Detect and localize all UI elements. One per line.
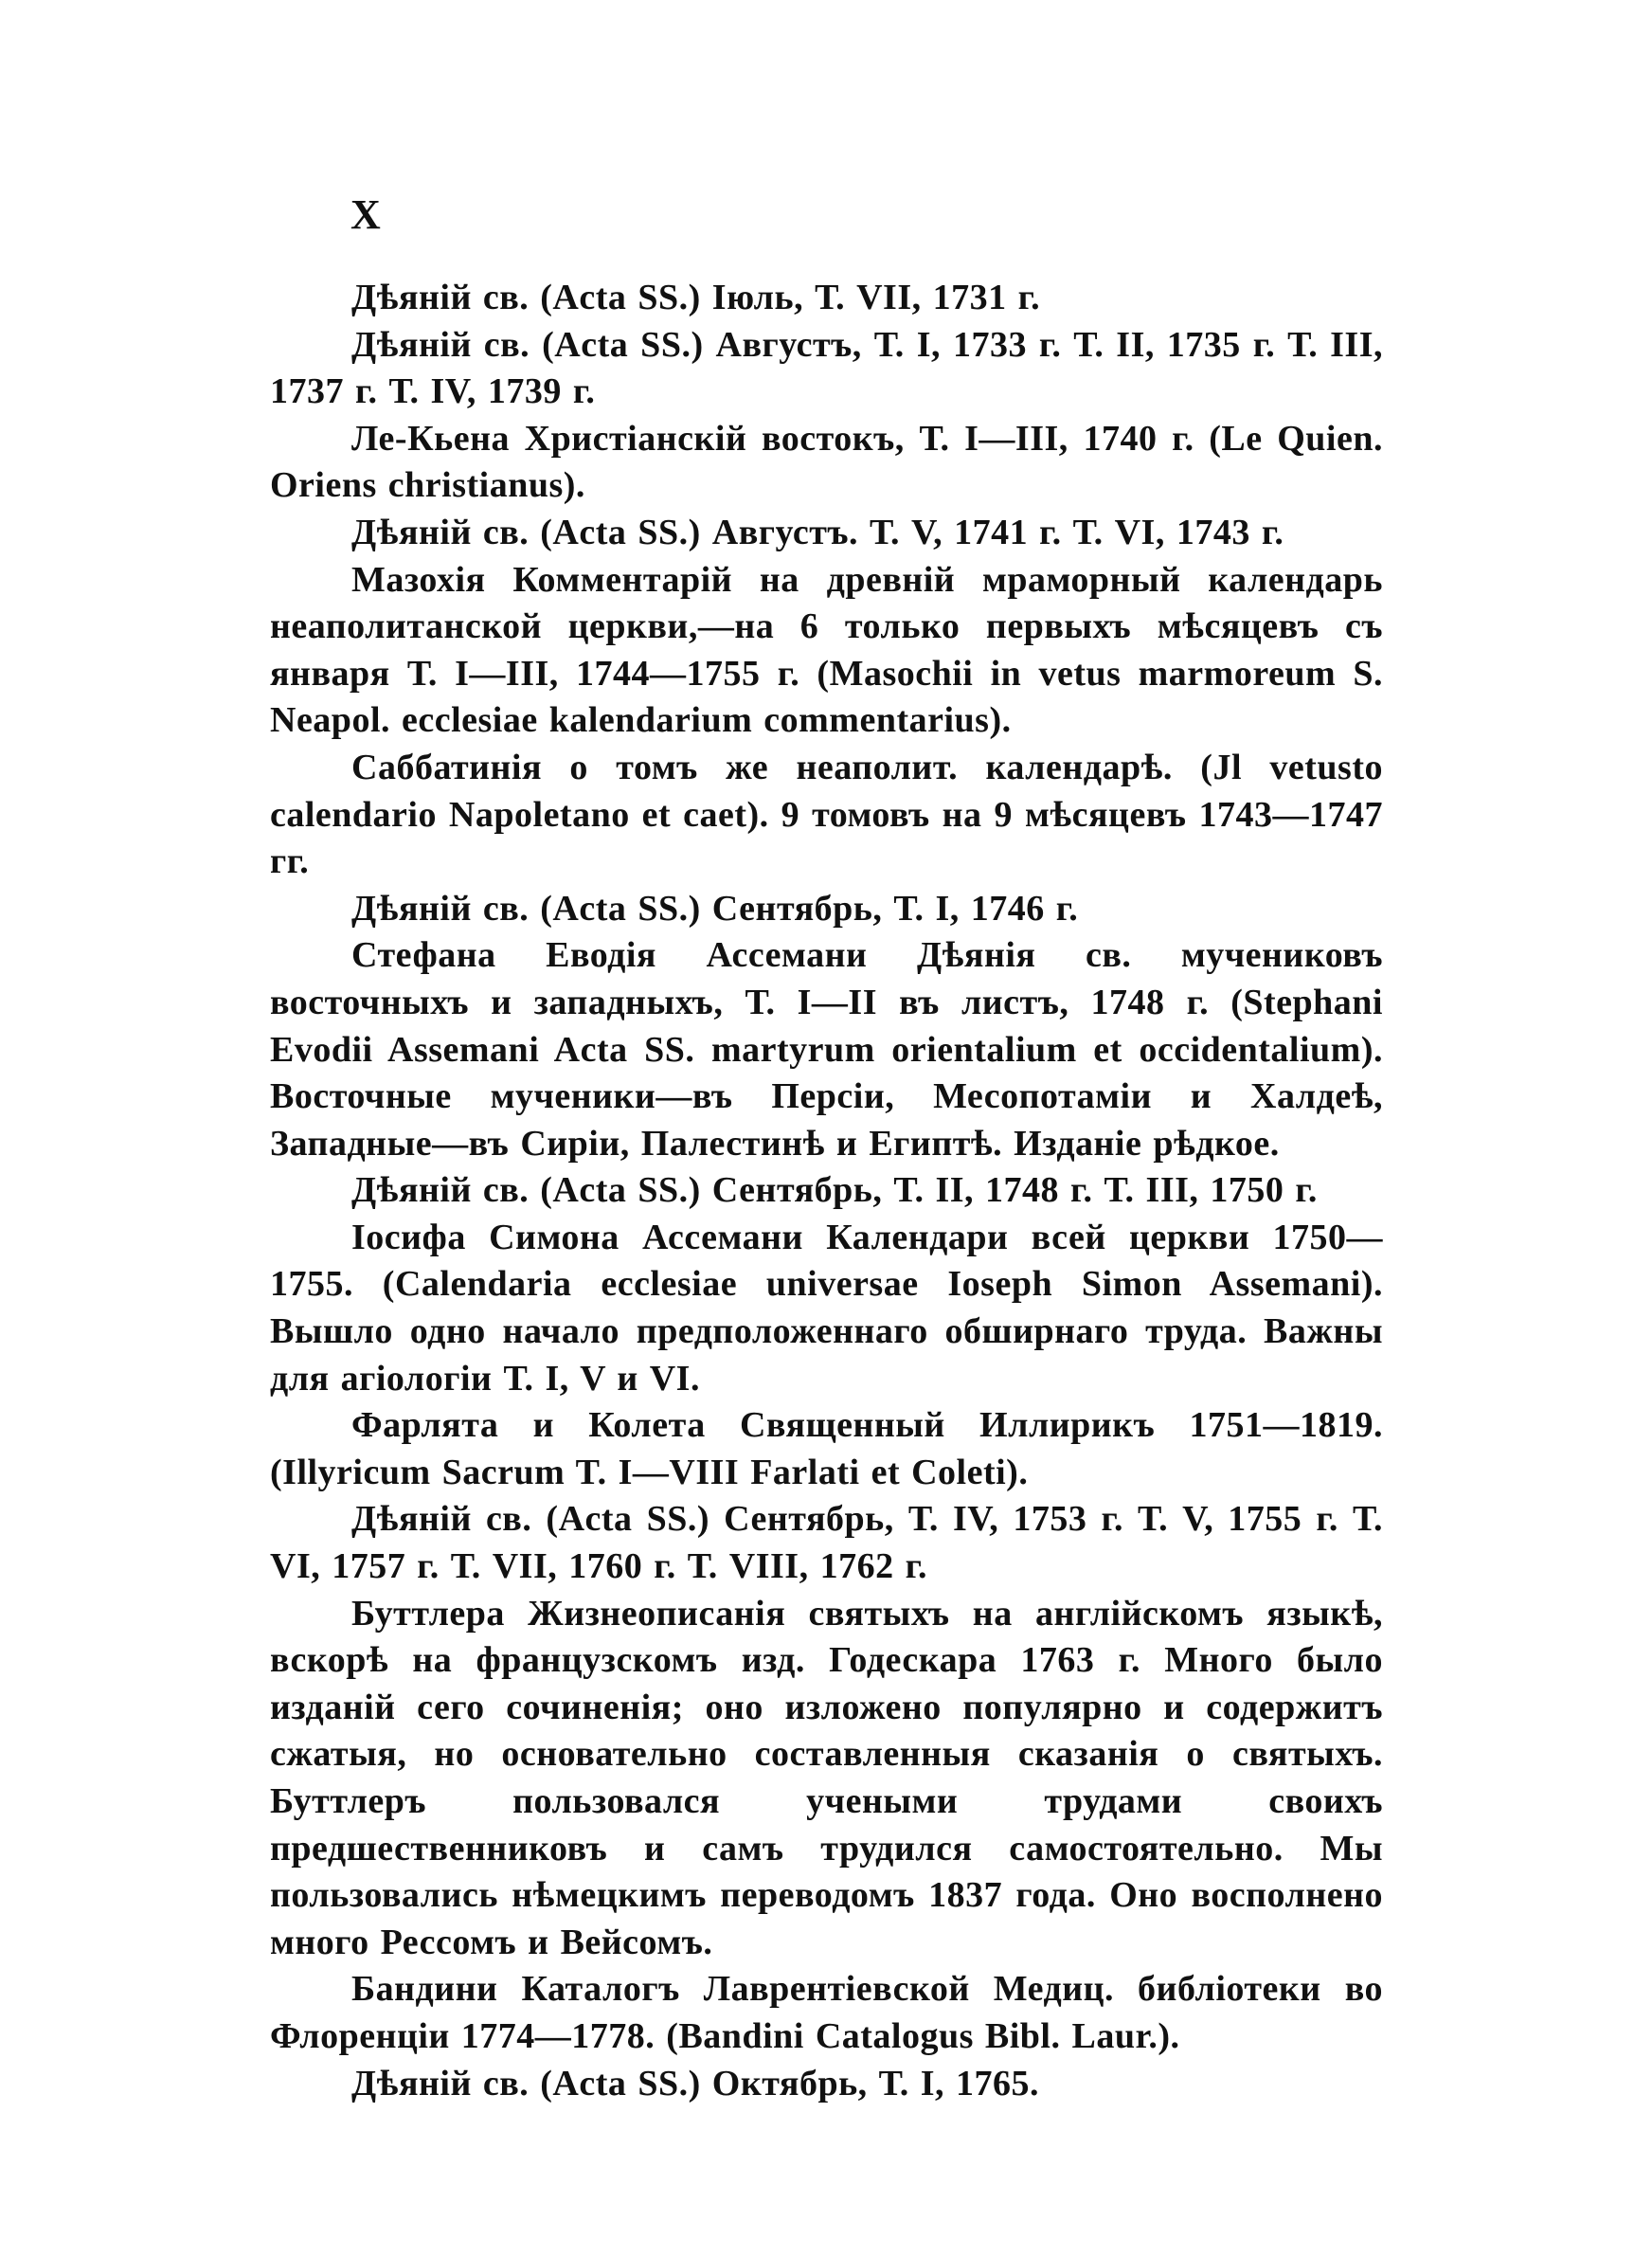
paragraph: Мазохія Комментарій на древній мраморный календарь неаполитанской церкви,—на 6 только первыхъ мѣсяцевъ съ января Т. I—III, 1744—1755 г. (Masochii in vetus marmoreum S. Neapol. ecclesiae kalendarium commentarius). [270, 559, 1383, 741]
page-number: X [350, 191, 381, 238]
text-body [270, 275, 1383, 2107]
paragraph: Дѣяній св. (Acta SS.) Сентябрь, Т. I, 1746 г. [351, 888, 1079, 929]
paragraph: Дѣяній св. (Acta SS.) Сентябрь, Т. II, 1748 г. Т. III, 1750 г. [351, 1170, 1318, 1211]
paragraph: Дѣяній св. (Acta SS.) Августъ, Т. I, 1733 г. Т. II, 1735 г. Т. III, 1737 г. Т. IV, 1739 г. [270, 324, 1383, 412]
paragraph: Дѣяній св. (Acta SS.) Сентябрь, Т. IV, 1753 г. Т. V, 1755 г. Т. VI, 1757 г. Т. VII, 1760 г. Т. VIII, 1762 г. [270, 1499, 1383, 1587]
paragraph: Дѣяній св. (Acta SS.) Августъ. Т. V, 1741 г. Т. VI, 1743 г. [351, 512, 1284, 552]
paragraph: Саббатинія о томъ же неаполит. календарѣ. (Jl vetusto calendario Napoletano et caet). 9 томовъ на 9 мѣсяцевъ 1743—1747 гг. [270, 747, 1383, 882]
paragraph: Іосифа Симона Ассемани Календари всей церкви 1750—1755. (Calendaria ecclesiae universae Ioseph Simon Assemani). Вышло одно начало предположеннаго обширнаго труда. Важны для агіологіи Т. I, V и VI. [270, 1217, 1383, 1399]
paragraph: Дѣяній св. (Acta SS.) Іюль, Т. VII, 1731 г. [351, 278, 1041, 317]
paragraph: Стефана Еводія Ассемани Дѣянія св. мучениковъ восточныхъ и западныхъ, Т. I—II въ листъ, 1748 г. (Stephani Evodii Assemani Acta SS. martyrum orientalium et occidentalium). Восточные мученики—въ Персіи, Месопотаміи и Халдеѣ, Западные—въ Сиріи, Палестинѣ и Египтѣ. Изданіе рѣдкое. [270, 935, 1383, 1164]
paragraph: Буттлера Жизнеописанія святыхъ на англійскомъ языкѣ, вскорѣ на французскомъ изд. Годескара 1763 г. Много было изданій сего сочиненія; оно изложено популярно и содержитъ сжатыя, но основательно составленныя сказанія о святыхъ. Буттлеръ пользовался учеными трудами своихъ предшественниковъ и самъ трудился самостоятельно. Мы пользовались нѣмецкимъ переводомъ 1837 года. Оно восполнено много Рессомъ и Вейсомъ. [270, 1593, 1383, 1962]
paragraph: Фарлята и Колета Священный Иллирикъ 1751—1819. (Illyricum Sacrum T. I—VIII Farlati et Coleti). [270, 1405, 1383, 1492]
paragraph: Дѣяній св. (Acta SS.) Октябрь, Т. I, 1765. [351, 2063, 1040, 2104]
paragraph: Бандини Каталогъ Лаврентіевской Медиц. библіотеки во Флоренціи 1774—1778. (Bandini Catalogus Bibl. Laur.). [270, 1969, 1383, 2056]
paragraph: Ле-Кьена Христіанскій востокъ, Т. I—III, 1740 г. (Le Quien. Oriens christianus). [270, 418, 1383, 506]
